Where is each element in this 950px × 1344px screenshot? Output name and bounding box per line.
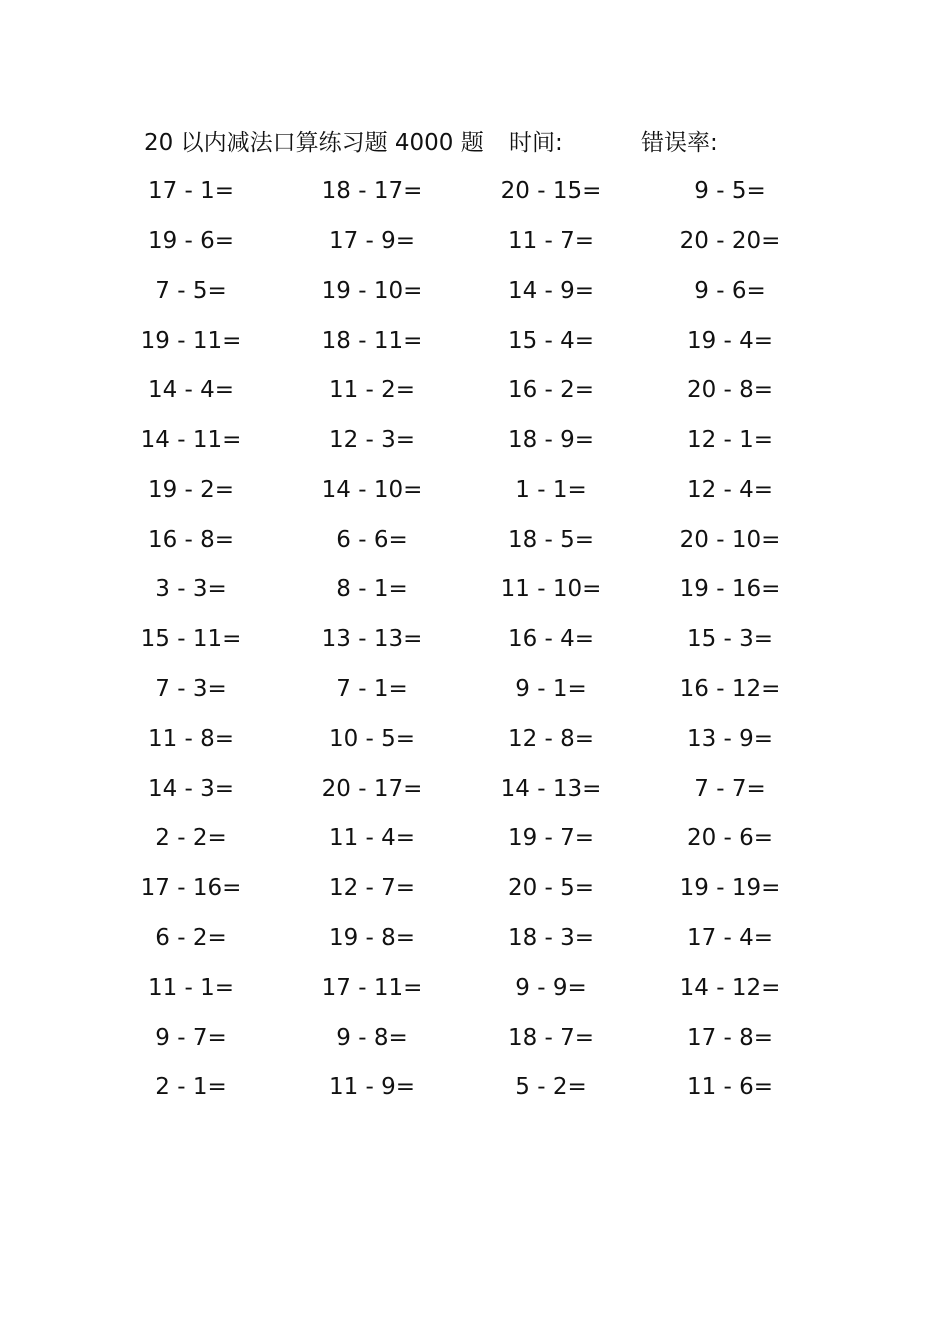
problem-cell: 18 - 11=: [321, 328, 423, 354]
problem-cell: 11 - 2=: [328, 377, 416, 403]
problem-cell: 16 - 8=: [147, 527, 235, 553]
problem-row: [0, 669, 950, 709]
problem-cell: 20 - 15=: [500, 178, 602, 204]
problem-cell: 19 - 8=: [328, 925, 416, 951]
problem-cell: 11 - 1=: [147, 975, 235, 1001]
problem-cell: 20 - 5=: [507, 875, 595, 901]
time-label: 时间:: [509, 130, 563, 156]
problem-cell: 17 - 9=: [328, 228, 416, 254]
problem-cell: 19 - 10=: [321, 278, 423, 304]
problem-cell: 20 - 10=: [679, 527, 781, 553]
problem-row: [0, 619, 950, 659]
problem-row: [0, 769, 950, 809]
worksheet-title: 20 以内减法口算练习题 4000 题: [144, 130, 484, 156]
problem-cell: 19 - 2=: [147, 477, 235, 503]
problem-cell: 11 - 6=: [686, 1074, 774, 1100]
problem-cell: 14 - 9=: [507, 278, 595, 304]
problem-cell: 11 - 7=: [507, 228, 595, 254]
problem-row: [0, 918, 950, 958]
problem-row: [0, 1018, 950, 1058]
problem-cell: 15 - 4=: [507, 328, 595, 354]
problem-cell: 13 - 9=: [686, 726, 774, 752]
problem-cell: 17 - 1=: [147, 178, 235, 204]
problem-cell: 14 - 11=: [140, 427, 242, 453]
problem-row: [0, 818, 950, 858]
problem-cell: 20 - 8=: [686, 377, 774, 403]
problem-cell: 7 - 3=: [155, 676, 227, 702]
problem-cell: 18 - 5=: [507, 527, 595, 553]
problem-cell: 9 - 6=: [694, 278, 766, 304]
problem-cell: 18 - 3=: [507, 925, 595, 951]
problem-cell: 9 - 9=: [515, 975, 587, 1001]
problem-row: [0, 569, 950, 609]
problem-cell: 3 - 3=: [155, 576, 227, 602]
worksheet-header: [0, 126, 950, 160]
problem-cell: 14 - 13=: [500, 776, 602, 802]
problem-cell: 9 - 7=: [155, 1025, 227, 1051]
problem-cell: 16 - 4=: [507, 626, 595, 652]
problem-cell: 19 - 4=: [686, 328, 774, 354]
problem-cell: 9 - 1=: [515, 676, 587, 702]
problem-row: [0, 271, 950, 311]
problem-cell: 10 - 5=: [328, 726, 416, 752]
problem-row: [0, 420, 950, 460]
problem-cell: 14 - 12=: [679, 975, 781, 1001]
problem-row: [0, 470, 950, 510]
problem-cell: 19 - 11=: [140, 328, 242, 354]
problem-cell: 14 - 10=: [321, 477, 423, 503]
problem-cell: 6 - 2=: [155, 925, 227, 951]
problem-row: [0, 520, 950, 560]
problem-cell: 5 - 2=: [515, 1074, 587, 1100]
problem-cell: 16 - 12=: [679, 676, 781, 702]
error-rate-label: 错误率:: [641, 130, 718, 156]
problem-cell: 19 - 7=: [507, 825, 595, 851]
problem-cell: 15 - 3=: [686, 626, 774, 652]
problem-cell: 1 - 1=: [515, 477, 587, 503]
problem-cell: 8 - 1=: [336, 576, 408, 602]
problem-cell: 19 - 6=: [147, 228, 235, 254]
problem-row: [0, 370, 950, 410]
problem-row: [0, 968, 950, 1008]
problem-cell: 13 - 13=: [321, 626, 423, 652]
problem-cell: 19 - 16=: [679, 576, 781, 602]
problem-cell: 6 - 6=: [336, 527, 408, 553]
problem-cell: 11 - 10=: [500, 576, 602, 602]
problem-cell: 18 - 9=: [507, 427, 595, 453]
problem-cell: 15 - 11=: [140, 626, 242, 652]
problem-cell: 14 - 3=: [147, 776, 235, 802]
problem-cell: 2 - 2=: [155, 825, 227, 851]
problem-cell: 9 - 5=: [694, 178, 766, 204]
problem-cell: 12 - 7=: [328, 875, 416, 901]
problem-cell: 17 - 8=: [686, 1025, 774, 1051]
problem-cell: 18 - 7=: [507, 1025, 595, 1051]
problem-row: [0, 719, 950, 759]
problem-cell: 17 - 11=: [321, 975, 423, 1001]
problem-cell: 7 - 5=: [155, 278, 227, 304]
problem-cell: 14 - 4=: [147, 377, 235, 403]
problem-row: [0, 1067, 950, 1107]
problem-cell: 7 - 7=: [694, 776, 766, 802]
problem-cell: 7 - 1=: [336, 676, 408, 702]
problem-cell: 11 - 8=: [147, 726, 235, 752]
problem-cell: 16 - 2=: [507, 377, 595, 403]
problem-cell: 20 - 17=: [321, 776, 423, 802]
problem-cell: 20 - 20=: [679, 228, 781, 254]
problem-cell: 17 - 4=: [686, 925, 774, 951]
problem-row: [0, 321, 950, 361]
problem-cell: 2 - 1=: [155, 1074, 227, 1100]
problem-cell: 11 - 9=: [328, 1074, 416, 1100]
problem-row: [0, 221, 950, 261]
problem-cell: 18 - 17=: [321, 178, 423, 204]
problem-cell: 20 - 6=: [686, 825, 774, 851]
problem-cell: 12 - 3=: [328, 427, 416, 453]
problem-cell: 12 - 1=: [686, 427, 774, 453]
problem-cell: 12 - 8=: [507, 726, 595, 752]
problem-cell: 19 - 19=: [679, 875, 781, 901]
problem-cell: 12 - 4=: [686, 477, 774, 503]
problem-cell: 17 - 16=: [140, 875, 242, 901]
problem-row: [0, 868, 950, 908]
problem-cell: 11 - 4=: [328, 825, 416, 851]
problem-row: [0, 171, 950, 211]
problem-cell: 9 - 8=: [336, 1025, 408, 1051]
